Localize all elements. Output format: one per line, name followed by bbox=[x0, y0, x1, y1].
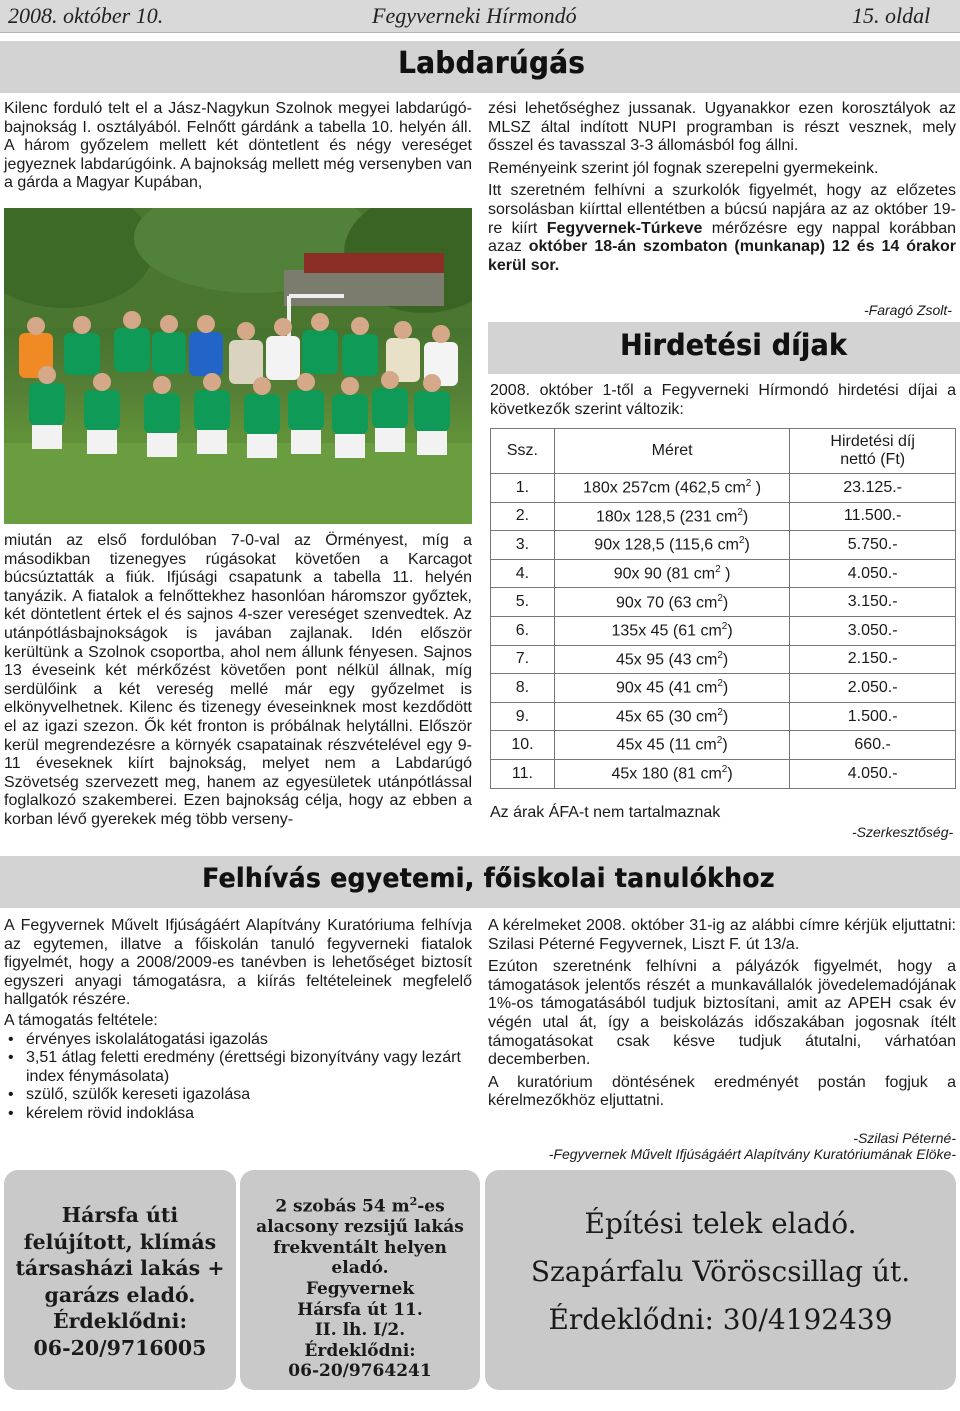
fee-row-price: 2.050.- bbox=[790, 674, 956, 703]
fees-table-row bbox=[491, 502, 956, 531]
condition-item: • 3,51 átlag feletti eredmény (érettségi bizonyítvány vagy lezárt index fénymásolata) bbox=[4, 1049, 472, 1086]
fee-row-price: 4.050.- bbox=[790, 759, 956, 788]
signature-name: -Szilasi Péterné- bbox=[853, 1130, 956, 1146]
col-fee-header bbox=[790, 429, 956, 474]
fees-table-row bbox=[491, 616, 956, 645]
fee-size-sup: 2 bbox=[717, 649, 723, 661]
football-right-para1: zési lehetőséghez jussanak. Ugyanakkor ezen korosztályok az MLSZ által indított NUPI programban is részt vesznek, mely ősszel és tavasszal 3-3 állomásból fog állni. bbox=[488, 100, 956, 155]
fee-size-text: 180x 128,5 (231 cm bbox=[595, 508, 738, 526]
fee-row-price: 660.- bbox=[790, 731, 956, 760]
fee-size-sup: 2 bbox=[737, 506, 743, 518]
call-signature bbox=[549, 1130, 956, 1162]
fee-row-number: 8. bbox=[491, 674, 555, 703]
fee-size-close: ) bbox=[727, 622, 733, 640]
fees-table-row bbox=[491, 731, 956, 760]
fee-size-text: 90x 128,5 (115,6 cm bbox=[594, 536, 739, 554]
fee-row-size bbox=[554, 759, 789, 788]
fee-row-number: 2. bbox=[491, 502, 555, 531]
fees-table-header bbox=[491, 429, 956, 474]
fee-size-close: ) bbox=[727, 765, 733, 783]
ad1-line: 06-20/9716005 bbox=[33, 1335, 207, 1360]
ad2-line: eladó. bbox=[331, 1258, 389, 1279]
call-right-para3: A kuratórium döntésének eredményét postán fogjuk a kérelmezőkhöz eljuttatni. bbox=[488, 1073, 956, 1110]
fees-table-row bbox=[491, 674, 956, 703]
fee-row-number: 11. bbox=[491, 759, 555, 788]
football-author: -Faragó Zsolt- bbox=[864, 302, 952, 318]
call-conditions-label: A támogatás feltétele: bbox=[4, 1011, 158, 1029]
ad3-line: Szapárfalu Vöröscsillag út. bbox=[530, 1255, 911, 1288]
ad2-line: Hársfa út 11. bbox=[297, 1299, 423, 1320]
fee-row-price: 1.500.- bbox=[790, 702, 956, 731]
fees-author: -Szerkesztőség- bbox=[852, 824, 954, 840]
ad2-line: Érdeklődni: bbox=[304, 1340, 416, 1361]
fee-size-sup: 2 bbox=[717, 592, 723, 604]
fees-table-row bbox=[491, 474, 956, 503]
fee-row-size bbox=[554, 731, 789, 760]
fee-row-number: 3. bbox=[491, 531, 555, 560]
fee-size-sup: 2 bbox=[745, 478, 752, 490]
fee-size-text: 90x 70 (63 cm bbox=[615, 593, 718, 611]
ad2-line: II. lh. I/2. bbox=[314, 1320, 406, 1341]
fees-note: Az árak ÁFA-t nem tartalmaznak bbox=[490, 804, 721, 821]
fees-table-row bbox=[491, 759, 956, 788]
col-size-header: Méret bbox=[554, 429, 789, 474]
fee-row-size bbox=[554, 559, 789, 588]
fee-size-sup: 2 bbox=[721, 764, 728, 776]
fee-row-price: 23.125.- bbox=[790, 474, 956, 503]
ad-apartment-2 bbox=[240, 1170, 480, 1390]
football-right-para3 bbox=[488, 182, 956, 275]
fees-table-row bbox=[491, 588, 956, 617]
fee-size-text: 45x 65 (30 cm bbox=[615, 708, 718, 726]
fee-row-number: 4. bbox=[491, 559, 555, 588]
fee-size-text: 90x 45 (41 cm bbox=[615, 679, 718, 697]
fee-size-close: ) bbox=[722, 708, 729, 726]
ad-apartment-1 bbox=[4, 1170, 236, 1390]
page-number: 15. oldal bbox=[852, 3, 931, 28]
fee-size-sup: 2 bbox=[738, 535, 745, 547]
fee-row-number: 5. bbox=[491, 588, 555, 617]
football-right-text bbox=[488, 100, 956, 275]
fees-table-body bbox=[491, 474, 956, 789]
ad1-line: társasházi lakás + bbox=[15, 1256, 225, 1280]
fee-size-close: ) bbox=[722, 736, 728, 754]
fee-row-price: 11.500.- bbox=[790, 502, 956, 531]
para3-text: Itt szeretném felhívni a szurkolók figyelmét, hogy az előzetes sorsolásban kiírttal ellentétben a búcsú napjára az az október 19-re kiírt bbox=[488, 182, 956, 237]
fee-size-sup: 2 bbox=[717, 706, 723, 718]
fee-row-number: 6. bbox=[491, 616, 555, 645]
fee-size-close: ) bbox=[744, 536, 750, 554]
football-title: Labdarúgás bbox=[398, 46, 586, 81]
fee-row-number: 1. bbox=[491, 474, 555, 503]
para3-teams: Fegyvernek-Túrkeve bbox=[546, 219, 703, 237]
fee-size-sup: 2 bbox=[721, 621, 728, 633]
call-title: Felhívás egyetemi, főiskolai tanulókhoz bbox=[202, 863, 775, 894]
fee-row-size bbox=[554, 674, 789, 703]
issue-date: 2008. október 10. bbox=[8, 3, 164, 28]
fee-row-size bbox=[554, 531, 789, 560]
fee-size-sup: 2 bbox=[716, 735, 723, 747]
col-no-header: Ssz. bbox=[491, 429, 555, 474]
ad2-lines bbox=[240, 1217, 480, 1382]
ad2-line1-suffix: -es bbox=[417, 1196, 445, 1217]
fee-size-text: 45x 95 (43 cm bbox=[615, 651, 718, 669]
ad1-line: Hársfa úti bbox=[61, 1203, 179, 1227]
ad2-line1 bbox=[240, 1192, 480, 1217]
fee-row-number: 7. bbox=[491, 645, 555, 674]
fee-header-line2: nettó (Ft) bbox=[840, 451, 906, 468]
fee-size-close: ) bbox=[722, 651, 729, 669]
ad1-line: Érdeklődni: bbox=[52, 1309, 188, 1333]
fee-size-text: 45x 180 (81 cm bbox=[611, 765, 722, 783]
fee-row-size bbox=[554, 502, 789, 531]
fee-row-price: 5.750.- bbox=[790, 531, 956, 560]
ad2-line: 06-20/9764241 bbox=[288, 1361, 432, 1382]
fee-row-size bbox=[554, 616, 789, 645]
fees-table-row bbox=[491, 645, 956, 674]
ad2-line: frekventált helyen bbox=[273, 1237, 447, 1258]
fees-title: Hirdetési díjak bbox=[620, 328, 848, 362]
fee-size-text: 45x 45 (11 cm bbox=[616, 736, 717, 754]
call-right bbox=[488, 917, 956, 1111]
fee-row-size bbox=[554, 645, 789, 674]
fee-row-size bbox=[554, 474, 789, 503]
fee-size-close: ) bbox=[722, 593, 729, 611]
ad2-line1-text: 2 szobás 54 m bbox=[275, 1196, 410, 1217]
fee-size-close: ) bbox=[720, 565, 731, 583]
fees-table bbox=[490, 428, 956, 789]
fee-row-size bbox=[554, 702, 789, 731]
para3-text2: mérőzésre egy nappal korábban azaz bbox=[488, 219, 957, 256]
fees-table-row bbox=[491, 531, 956, 560]
conditions-list bbox=[4, 1031, 472, 1124]
condition-item: • szülő, szülők kereseti igazolása bbox=[4, 1086, 472, 1105]
ad1-line: felújított, klímás bbox=[23, 1229, 217, 1254]
ad3-line: Építési telek eladó. bbox=[584, 1207, 857, 1240]
football-intro: Kilenc forduló telt el a Jász-Nagykun Szolnok megyei labdarúgó-bajnokság I. osztályából. Felnőtt gárdánk a tabella 10. helyén áll. A három győzelem mellett két döntetlent és négy vereséget jegyeznek labdarúgóink. A bajnokság mellett még versenyben van a gárda a Magyar Kupában, bbox=[4, 100, 472, 192]
fee-row-number: 10. bbox=[491, 731, 555, 760]
team-photo-image bbox=[4, 208, 472, 524]
fee-row-price: 3.150.- bbox=[790, 588, 956, 617]
fees-table-row bbox=[491, 702, 956, 731]
fee-size-close: ) bbox=[722, 679, 729, 697]
call-left bbox=[4, 917, 472, 1124]
call-left-para1: A Fegyvernek Művelt Ifjúságáért Alapítvány Kuratóriuma felhívja az egytemen, illatve a főiskolán tanuló fegyverneki fiatalok figyelmét, hogy a 2008/2009-es tanévben is lehetőséget biztosít egyszeri anyagi támogatásra, a kiírás feltételeinek megfelelő hallgatók részére. bbox=[4, 917, 472, 1009]
fee-size-close: ) bbox=[751, 479, 762, 497]
ad2-line: Fegyvernek bbox=[305, 1279, 415, 1300]
fees-table-row bbox=[491, 559, 956, 588]
call-right-para2: Ezúton szeretnénk felhívni a pályázók figyelmét, hogy a támogatások jelentős részét a munkavállalók jövedelemadójának 1%-os támogatásából tudjuk biztosítani, amit az APEH csak év végén utal át, így a beiskolázás időszakában jogosnak ítélt támogatásokat csak késve tudjuk átutalni, várhatóan decemberben. bbox=[488, 958, 956, 1069]
newspaper-name: Fegyverneki Hírmondó bbox=[372, 3, 577, 28]
fees-intro: 2008. október 1-től a Fegyverneki Hírmondó hirdetési díjai a következők szerint változik: bbox=[490, 382, 956, 418]
football-body: miután az első fordulóban 7-0-val az Örményest, míg a másodikban tizenegyes rúgásokat követően a Karcagot búcsúztatták a fiúk. Ifjúsági csapatunk a tabella 11. helyén tanyázik. A fiatalok a felnőttekhez hasonlóan háromszor győztek, két döntetlent értek el és sajnos 4-szer vereséget szenvedtek. Az utánpótlásbajnokságok is javában zajlanak. Idén először kerültünk a Szolnok csoportba, ahol nem állunk fényesen. Sajnos 13 éveseink két mérkőzést követően pont nélkül állnak, míg serdülőink a két vereség mellé már egy győzelmet is elkönyvelhetnek. Kilenc és tizenegy éveseinknek most kezdődött el az igazi szezon. Ők két fronton is próbálnak helytállni. Először kerül megrendezésre a környék csapatainak részvételével egy 9-11 éveseknek kiírt bajnokság, melyet nem a Labdarúgó Szövetség szervezett meg, hanem az egyesületek utánpótlással foglalkozó szakemberei. Ezen bajnokság célja, hogy az ebben a korban lévő gyerekek még több verseny- bbox=[4, 532, 472, 828]
team-photo bbox=[4, 208, 472, 524]
fee-row-price: 2.150.- bbox=[790, 645, 956, 674]
fee-size-sup: 2 bbox=[715, 563, 721, 575]
ad2-sup: 2 bbox=[409, 1195, 418, 1208]
call-right-para1: A kérelmeket 2008. október 31-ig az alábbi címre kérjük eljuttatni: Szilasi Péterné Fegyvernek, Liszt F. út 13/a. bbox=[488, 917, 956, 953]
ad1-line: garázs eladó. bbox=[44, 1282, 196, 1307]
fee-size-text: 135x 45 (61 cm bbox=[611, 622, 722, 640]
page-header bbox=[0, 0, 960, 33]
fee-row-price: 4.050.- bbox=[790, 559, 956, 588]
fee-header-line1: Hirdetési díj bbox=[830, 433, 915, 450]
fee-size-sup: 2 bbox=[717, 678, 723, 690]
fee-size-text: 180x 257cm (462,5 cm bbox=[583, 479, 746, 497]
fee-size-close: ) bbox=[742, 508, 749, 526]
condition-item: • kérelem rövid indoklása bbox=[4, 1105, 472, 1124]
fee-row-price: 3.050.- bbox=[790, 616, 956, 645]
signature-org: -Fegyvernek Művelt Ifjúságáért Alapítvány Kuratóriumának Elöke- bbox=[548, 1146, 956, 1162]
fee-row-size bbox=[554, 588, 789, 617]
ad3-line: Érdeklődni: 30/4192439 bbox=[548, 1303, 893, 1336]
football-right-para2: Reményeink szerint jól fognak szerepelni gyermekeink. bbox=[488, 159, 879, 177]
condition-item: • érvényes iskolalátogatási igazolás bbox=[4, 1031, 472, 1050]
fee-row-number: 9. bbox=[491, 702, 555, 731]
ad2-line: alacsony rezsijű lakás bbox=[256, 1217, 464, 1238]
para3-date: október 18-án szombaton (munkanap) 12 és 14 órakor kerül sor. bbox=[488, 238, 957, 274]
ad-building-plot bbox=[485, 1170, 956, 1390]
fee-size-text: 90x 90 (81 cm bbox=[613, 565, 716, 583]
